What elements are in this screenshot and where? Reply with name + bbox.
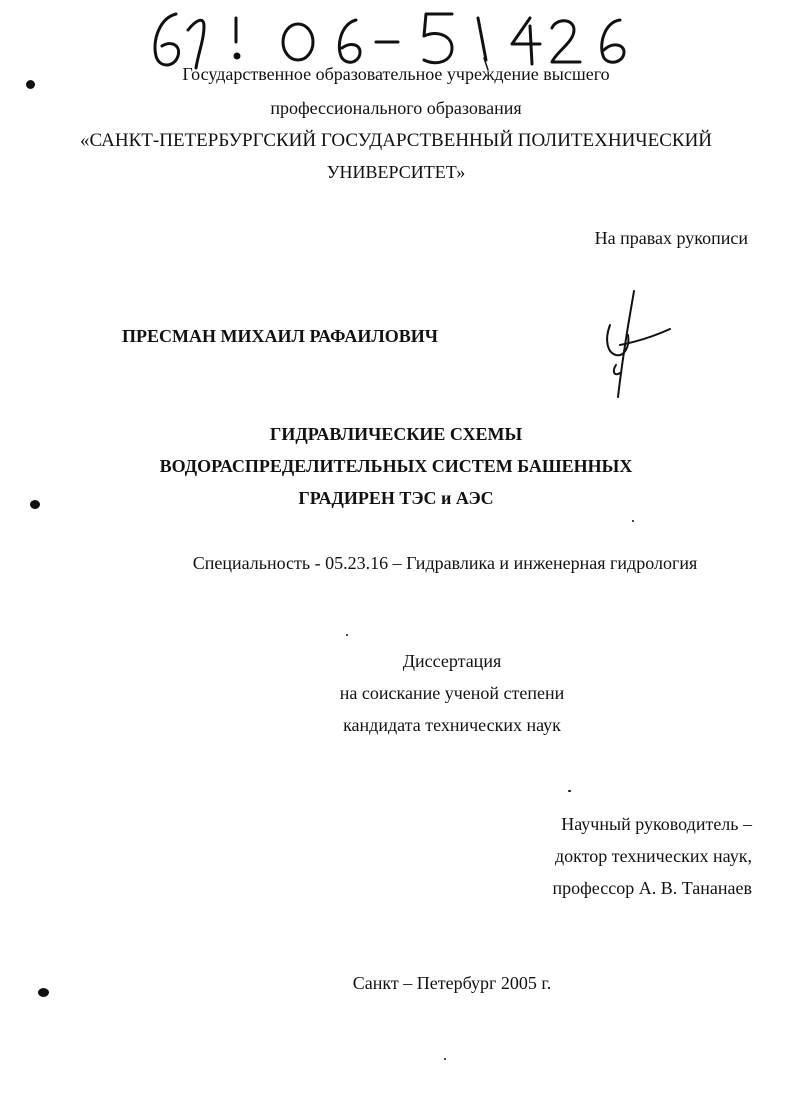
dissertation-title-line-2: ВОДОРАСПРЕДЕЛИТЕЛЬНЫХ СИСТЕМ БАШЕННЫХ bbox=[159, 456, 633, 476]
scan-speck bbox=[632, 520, 634, 522]
dissertation-title-line-3: ГРАДИРЕН ТЭС и АЭС bbox=[298, 488, 494, 508]
degree-line-2: на соискание ученой степени bbox=[339, 683, 565, 703]
institution-line-4: УНИВЕРСИТЕТ» bbox=[326, 162, 466, 182]
scan-mark-top bbox=[26, 80, 35, 89]
supervisor-line-2: доктор технических наук, bbox=[555, 846, 752, 866]
author-name: ПРЕСМАН МИХАИЛ РАФАИЛОВИЧ bbox=[122, 326, 438, 346]
scan-speck bbox=[568, 790, 571, 792]
specialty: Специальность - 05.23.16 – Гидравлика и инженерная гидрология bbox=[192, 553, 698, 573]
dissertation-title-line-1: ГИДРАВЛИЧЕСКИЕ СХЕМЫ bbox=[269, 424, 523, 444]
scan-speck bbox=[346, 634, 348, 636]
institution-line-2: профессионального образования bbox=[270, 98, 522, 118]
supervisor-line-1: Научный руководитель – bbox=[561, 814, 752, 834]
city-year: Санкт – Петербург 2005 г. bbox=[352, 973, 552, 993]
degree-line-3: кандидата технических наук bbox=[343, 715, 561, 735]
scan-mark-middle bbox=[30, 500, 40, 509]
supervisor-line-3: профессор А. В. Тананаев bbox=[552, 878, 752, 898]
institution-line-1: Государственное образовательное учреждение высшего bbox=[182, 64, 610, 84]
institution-line-3: «САНКТ-ПЕТЕРБУРГСКИЙ ГОСУДАРСТВЕННЫЙ ПОЛИТЕХНИЧЕСКИЙ bbox=[79, 130, 713, 151]
manuscript-note: На правах рукописи bbox=[594, 228, 748, 248]
degree-line-1: Диссертация bbox=[402, 651, 502, 671]
scan-mark-bottom bbox=[38, 988, 49, 997]
scan-speck bbox=[444, 1058, 446, 1060]
author-signature bbox=[590, 285, 680, 405]
